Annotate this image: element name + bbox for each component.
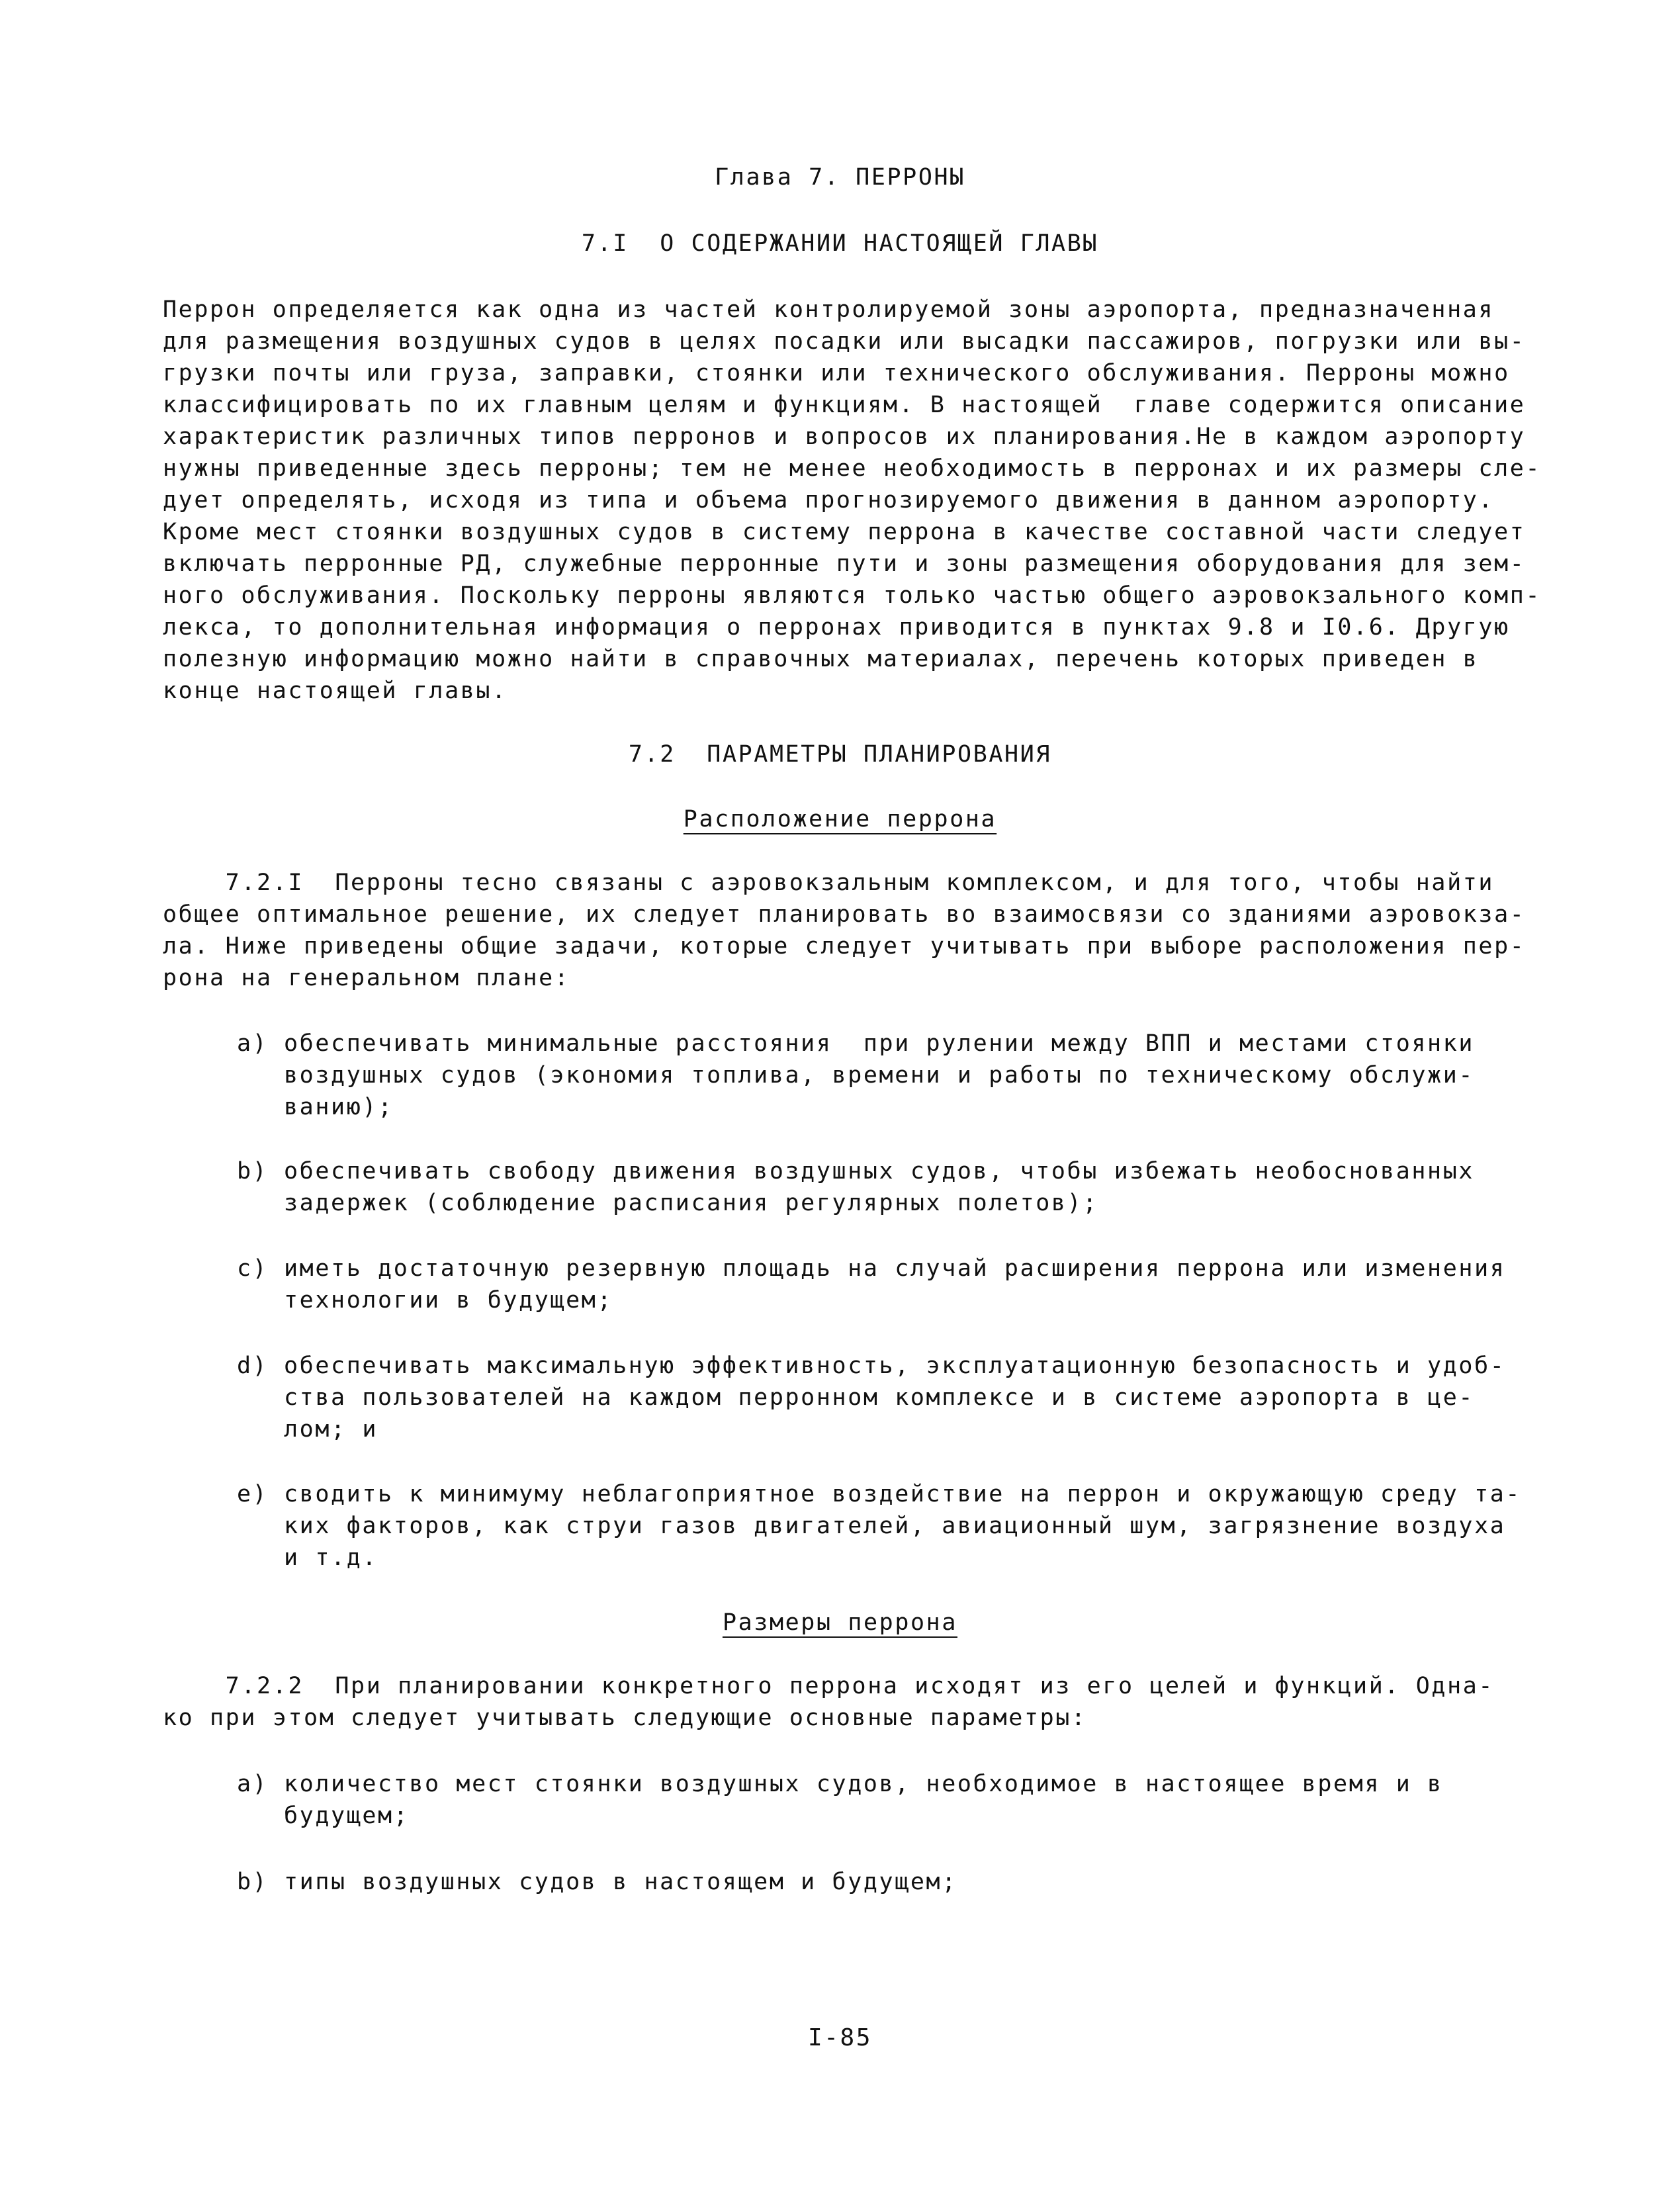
chapter-title: Глава 7. ПЕРРОНЫ xyxy=(715,164,965,191)
paragraph-line: общее оптимальное решение, их следует планировать во взаимосвязи со зданиями аэровокза- xyxy=(163,901,1526,928)
paragraph-line: полезную информацию можно найти в справочных материалах, перечень которых приведен в xyxy=(163,646,1479,672)
paragraph-line: 7.2.2 При планировании конкретного перрона исходят из его целей и функций. Одна- xyxy=(163,1673,1495,1699)
list-item-line: e) сводить к минимуму неблагоприятное воздействие на перрон и окружающую среду та- xyxy=(237,1481,1522,1507)
list-item-line: будущем; xyxy=(237,1803,410,1829)
list-item-line: ства пользователей на каждом перронном комплексе и в системе аэропорта в це- xyxy=(237,1384,1475,1411)
paragraph-line: дует определять, исходя из типа и объема прогнозируемого движения в данном аэропорту. xyxy=(163,487,1495,514)
list-item-line: задержек (соблюдение расписания регулярных полетов); xyxy=(237,1190,1098,1216)
paragraph-line: Кроме мест стоянки воздушных судов в систему перрона в качестве составной части следует xyxy=(163,519,1526,545)
list-item-line: ких факторов, как струи газов двигателей, авиационный шум, загрязнение воздуха xyxy=(237,1513,1506,1539)
paragraph-line: включать перронные РД, служебные перронные пути и зоны размещения оборудования для зем- xyxy=(163,551,1526,577)
list-item-line: воздушных судов (экономия топлива, времени и работы по техническому обслужи- xyxy=(237,1062,1475,1089)
paragraph-line: рона на генеральном плане: xyxy=(163,965,570,991)
section-heading-7-2: 7.2 ПАРАМЕТРЫ ПЛАНИРОВАНИЯ xyxy=(628,741,1052,768)
subheading-apron-size: Размеры перрона xyxy=(722,1609,958,1636)
paragraph-line: лекса, то дополнительная информация о перронах приводится в пунктах 9.8 и I0.6. Другую xyxy=(163,614,1510,641)
list-item-line: ванию); xyxy=(237,1094,394,1120)
page-number: I-85 xyxy=(807,2024,873,2051)
paragraph-line: классифицировать по их главным целям и функциям. В настоящей главе содержится описание xyxy=(163,392,1526,418)
paragraph-line: для размещения воздушных судов в целях посадки или высадки пассажиров, погрузки или вы- xyxy=(163,328,1526,355)
paragraph-line: конце настоящей главы. xyxy=(163,678,508,704)
list-item-line: b) типы воздушных судов в настоящем и будущем; xyxy=(237,1869,957,1895)
list-item-line: a) количество мест стоянки воздушных судов, необходимое в настоящее время и в xyxy=(237,1771,1443,1797)
subheading-apron-location: Расположение перрона xyxy=(683,806,997,832)
section-heading-7-1: 7.I О СОДЕРЖАНИИ НАСТОЯЩЕЙ ГЛАВЫ xyxy=(581,230,1099,257)
paragraph-line: ла. Ниже приведены общие задачи, которые следует учитывать при выборе расположения пер- xyxy=(163,933,1526,960)
list-item-line: b) обеспечивать свободу движения воздушных судов, чтобы избежать необоснованных xyxy=(237,1158,1475,1184)
paragraph-line: ко при этом следует учитывать следующие основные параметры: xyxy=(163,1705,1087,1731)
list-item-line: d) обеспечивать максимальную эффективность, эксплуатационную безопасность и удоб- xyxy=(237,1353,1506,1379)
paragraph-line: 7.2.I Перроны тесно связаны с аэровокзальным комплексом, и для того, чтобы найти xyxy=(163,870,1495,896)
list-item-line: c) иметь достаточную резервную площадь на случай расширения перрона или изменения xyxy=(237,1255,1506,1282)
paragraph-line: нужны приведенные здесь перроны; тем не менее необходимость в перронах и их размеры сле- xyxy=(163,455,1542,482)
paragraph-line: характеристик различных типов перронов и вопросов их планирования.Не в каждом аэропорту xyxy=(163,424,1526,450)
list-item-line: и т.д. xyxy=(237,1544,378,1571)
paragraph-line: Перрон определяется как одна из частей контролируемой зоны аэропорта, предназначенная xyxy=(163,296,1495,323)
list-item-line: лом; и xyxy=(237,1416,378,1443)
list-item-line: a) обеспечивать минимальные расстояния при рулении между ВПП и местами стоянки xyxy=(237,1030,1475,1057)
paragraph-line: грузки почты или груза, заправки, стоянки или технического обслуживания. Перроны можно xyxy=(163,360,1510,386)
list-item-line: технологии в будущем; xyxy=(237,1287,613,1314)
paragraph-line: ного обслуживания. Поскольку перроны являются только частью общего аэровокзального комп- xyxy=(163,582,1542,609)
